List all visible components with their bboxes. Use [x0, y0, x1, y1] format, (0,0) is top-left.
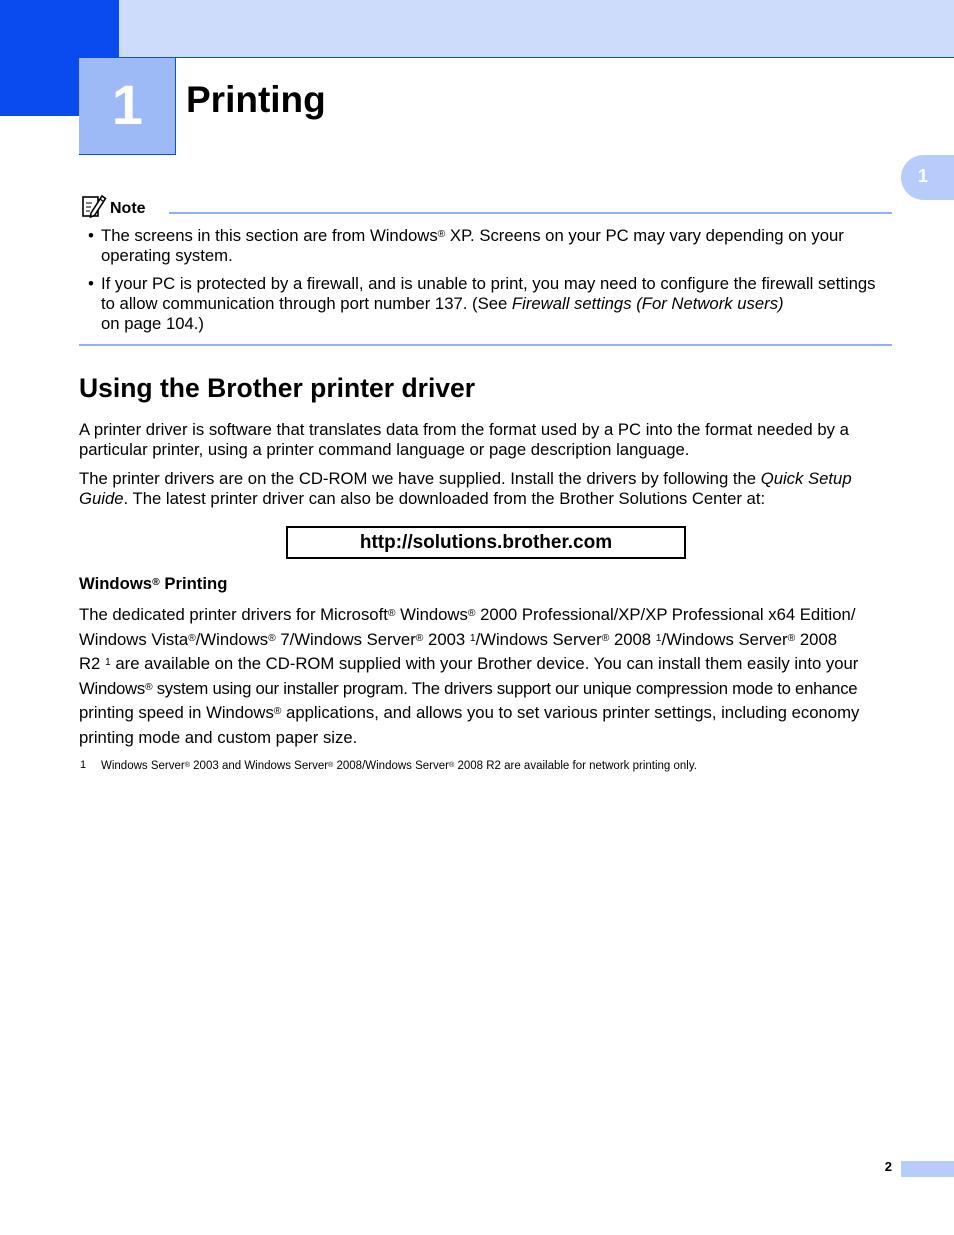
note-bullet-2-line-3: on page 104.)	[101, 314, 204, 333]
chapter-side-tab-label: 1	[917, 166, 928, 186]
windows-printing-paragraph: The dedicated printer drivers for Microsoft® Windows® 2000 Professional/XP/XP Professional x64 Edition/ Windows Vista®/Windows® 7/Windows Server® 2003 $^1$/Windows Server® 2008 $^1$/Windows Server® 2008 R2 $^1$ are available on the CD-ROM supplied with your Brother device. You can install them easily into your Windows® system using our installer program. The drivers support our unique compression mode to enhance printing speed in Windows® applications, and allows you to set various printer settings, including economy printing mode and custom paper size.	[79, 605, 860, 747]
chapter-number: 1	[111, 73, 144, 136]
section-heading: Using the Brother printer driver	[79, 373, 476, 403]
footnote-ref[interactable]: 1	[104, 657, 111, 669]
page-tab	[901, 1161, 954, 1177]
footnote-text: Windows Server® 2003 and Windows Server® 2008/Windows Server® 2008 R2 are available for network printing only.	[101, 760, 697, 772]
note-top-rule	[169, 212, 892, 214]
page-number: 2	[884, 1159, 892, 1174]
paragraph-2-line-1: The printer drivers are on the CD-ROM we have supplied. Install the drivers by following the Quick Setup	[79, 469, 852, 488]
footnote-number: 1	[80, 759, 87, 771]
note-bullet-1-line-1: The screens in this section are from Windows® XP. Screens on your PC may vary depending on your	[101, 226, 844, 245]
note-label: Note	[110, 200, 146, 217]
footnote-ref[interactable]: 1	[469, 632, 476, 644]
header-band	[119, 0, 954, 58]
firewall-settings-link[interactable]: Firewall settings (For Network users)	[511, 294, 784, 313]
footnote-ref[interactable]: 1	[655, 632, 662, 644]
paragraph-2-line-2: Guide. The latest printer driver can also be downloaded from the Brother Solutions Center at:	[79, 489, 766, 508]
subsection-heading: Windows® Printing	[79, 574, 228, 593]
paragraph-1-line-1: A printer driver is software that translates data from the format used by a PC into the format needed by a	[79, 420, 849, 439]
note-bullet-mark: •	[88, 274, 94, 293]
solutions-url-link[interactable]: http://solutions.brother.com	[286, 526, 686, 559]
note-bullet-1-line-2: operating system.	[101, 246, 233, 265]
note-bottom-rule	[79, 344, 892, 346]
header-rule	[119, 57, 954, 58]
paragraph-1-line-2: particular printer, using a printer command language or page description language.	[79, 440, 690, 459]
note-bullet-2-line-2: to allow communication through port number 137. (See Firewall settings (For Network users)	[101, 294, 784, 313]
chapter-title: Printing	[186, 79, 326, 120]
note-pencil-icon	[81, 193, 107, 219]
note-bullet-mark: •	[88, 226, 94, 245]
quick-setup-guide-ref: Quick Setup	[760, 469, 852, 488]
note-bullet-2-line-1: If your PC is protected by a firewall, and is unable to print, you may need to configure the firewall settings	[101, 274, 876, 293]
